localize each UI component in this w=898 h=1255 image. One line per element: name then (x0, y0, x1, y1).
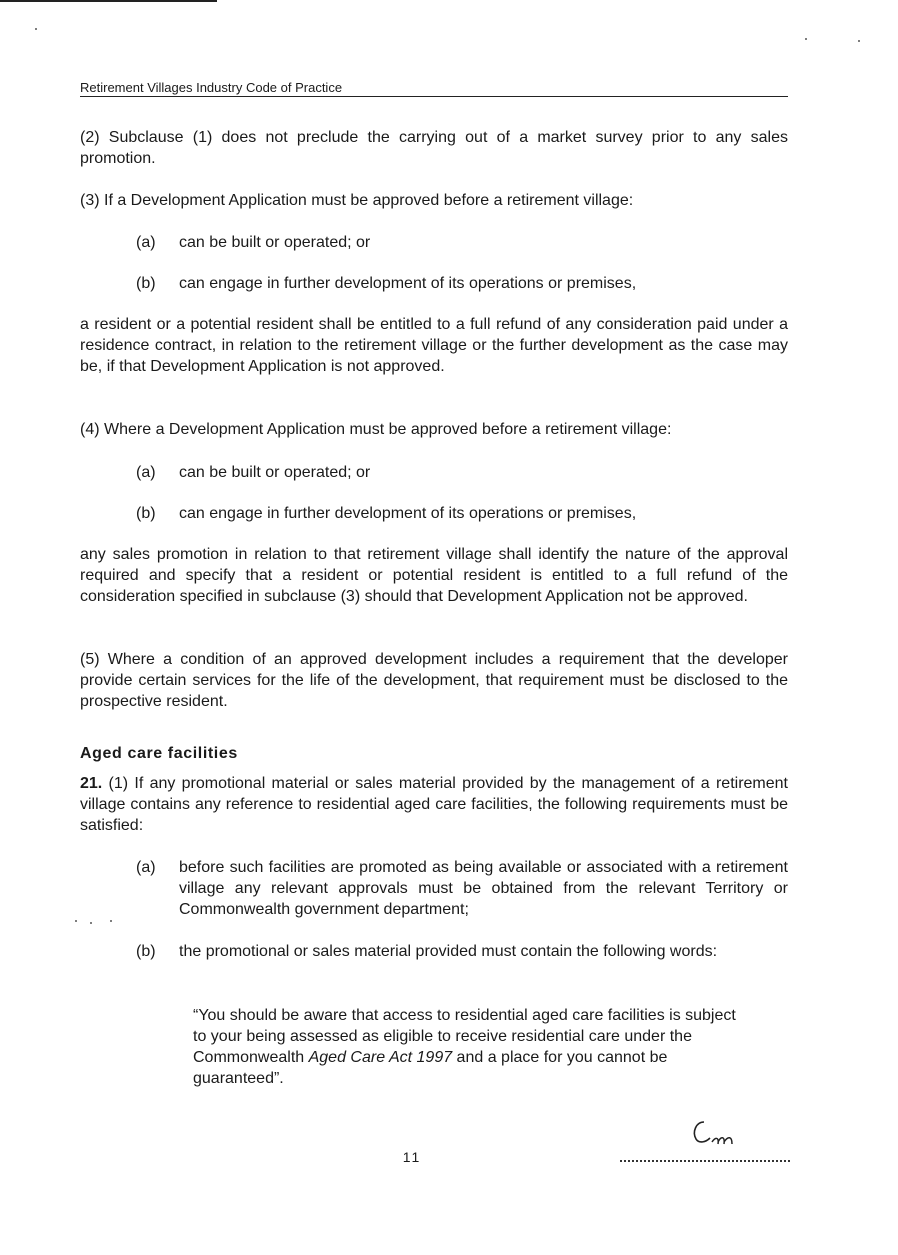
list-item-text: can engage in further development of its operations or premises, (179, 505, 637, 522)
required-statement-quote (193, 1005, 753, 1089)
paragraph-3-intro: (3) If a Development Application must be approved before a retirement village: (80, 192, 634, 209)
paragraph-3-conclusion: a resident or a potential resident shall be entitled to a full refund of any consideration paid under a residence contract, in relation to the retirement village or the further development as the case may be, if that Development Application is not approved. (80, 316, 788, 375)
list-item-label: (b) (136, 505, 156, 522)
signature-line (620, 1152, 790, 1162)
list-item-text: can be built or operated; or (179, 464, 371, 481)
scan-speck (75, 920, 77, 922)
running-header (80, 80, 788, 97)
paragraph-5: (5) Where a condition of an approved development includes a requirement that the developer provide certain services for the life of the development, that requirement must be disclosed to the prospective resident. (80, 651, 788, 710)
clause-21-intro (80, 773, 788, 836)
scan-speck (35, 28, 37, 30)
list-item-label: (a) (136, 464, 156, 481)
paragraph-4-intro: (4) Where a Development Application must be approved before a retirement village: (80, 421, 672, 438)
act-title: Aged Care Act 1997 (308, 1049, 453, 1066)
list-item-label: (b) (136, 275, 156, 292)
quote-text-start: “You should be aware that access to residential aged care facilities is subject to your being assessed as eligible to receive residential care under the Commonwealth (193, 1007, 736, 1066)
paragraph-2: (2) Subclause (1) does not preclude the carrying out of a market survey prior to any sales promotion. (80, 129, 788, 167)
handwritten-initials-signature (688, 1112, 748, 1152)
paragraph-4-conclusion: any sales promotion in relation to that retirement village shall identify the nature of the approval required and specify that a resident or potential resident is entitled to a full refund of the consideration specified in subclause (3) should that Development Application not be approved. (80, 546, 788, 605)
list-item-label: (a) (136, 234, 156, 251)
list-item-text: before such facilities are promoted as being available or associated with a retirement village any relevant approvals must be obtained from the relevant Territory or Commonwealth government department; (179, 859, 788, 918)
list-item-label: (a) (136, 859, 156, 876)
quote-text-end: and a place for you cannot be guaranteed”. (193, 1049, 668, 1087)
scan-speck (90, 922, 92, 924)
scan-speck (805, 38, 807, 40)
list-item-text: the promotional or sales material provided must contain the following words: (179, 943, 718, 960)
clause-number: 21. (80, 775, 103, 792)
scan-speck (110, 920, 112, 922)
clause-text: (1) If any promotional material or sales material provided by the management of a retirement village contains any reference to residential aged care facilities, the following requirements must be satisfied: (80, 775, 788, 834)
header-title: Retirement Villages Industry Code of Practice (80, 80, 343, 95)
page-number: 11 (402, 1149, 422, 1165)
list-item-label: (b) (136, 943, 156, 960)
list-item-text: can be built or operated; or (179, 234, 371, 251)
list-item-text: can engage in further development of its operations or premises, (179, 275, 637, 292)
section-heading: Aged care facilities (80, 745, 238, 762)
top-edge-rule (0, 0, 217, 2)
scan-speck (858, 40, 860, 42)
